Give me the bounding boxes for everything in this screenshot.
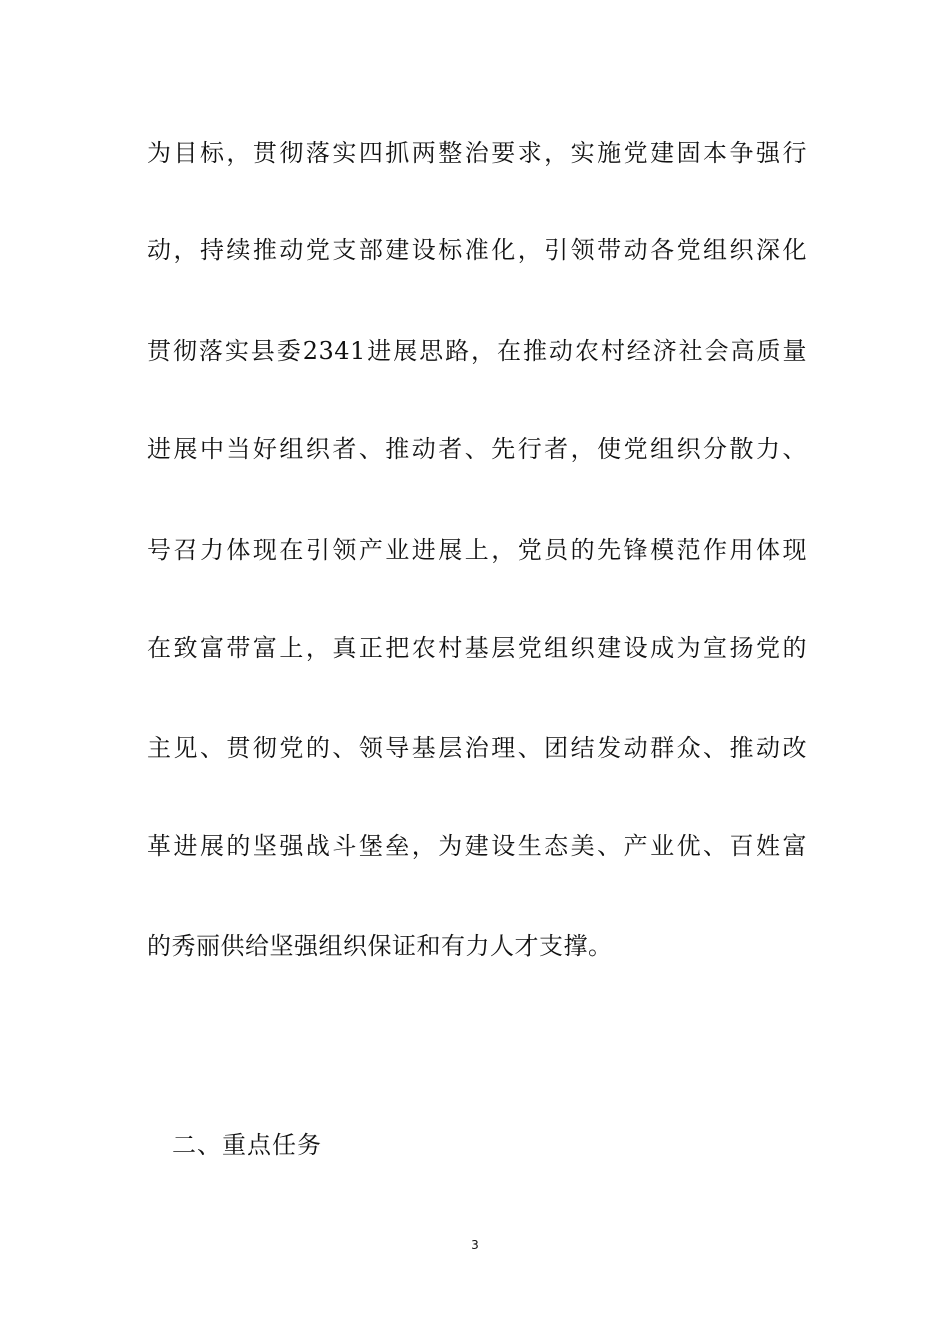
paragraph-line: 号召力体现在引领产业进展上，党员的先锋模范作用体现 (147, 536, 807, 564)
paragraph-line: 主见、贯彻党的、领导基层治理、团结发动群众、推动改 (147, 734, 807, 762)
paragraph-line: 在致富带富上，真正把农村基层党组织建设成为宣扬党的 (147, 634, 807, 662)
paragraph-line: 进展中当好组织者、推动者、先行者，使党组织分散力、 (147, 435, 807, 463)
page-number: 3 (471, 1238, 479, 1252)
paragraph-line: 动，持续推动党支部建设标准化，引领带动各党组织深化 (147, 236, 807, 264)
paragraph-line: 革进展的坚强战斗堡垒，为建设生态美、产业优、百姓富 (147, 832, 807, 860)
paragraph-line: 为目标，贯彻落实四抓两整治要求，实施党建固本争强行 (147, 139, 807, 167)
paragraph-line: 的秀丽供给坚强组织保证和有力人才支撑。 (147, 932, 613, 960)
paragraph-line: 贯彻落实县委2341进展思路，在推动农村经济社会高质量 (147, 337, 807, 365)
section-heading: 二、重点任务 (172, 1131, 322, 1159)
